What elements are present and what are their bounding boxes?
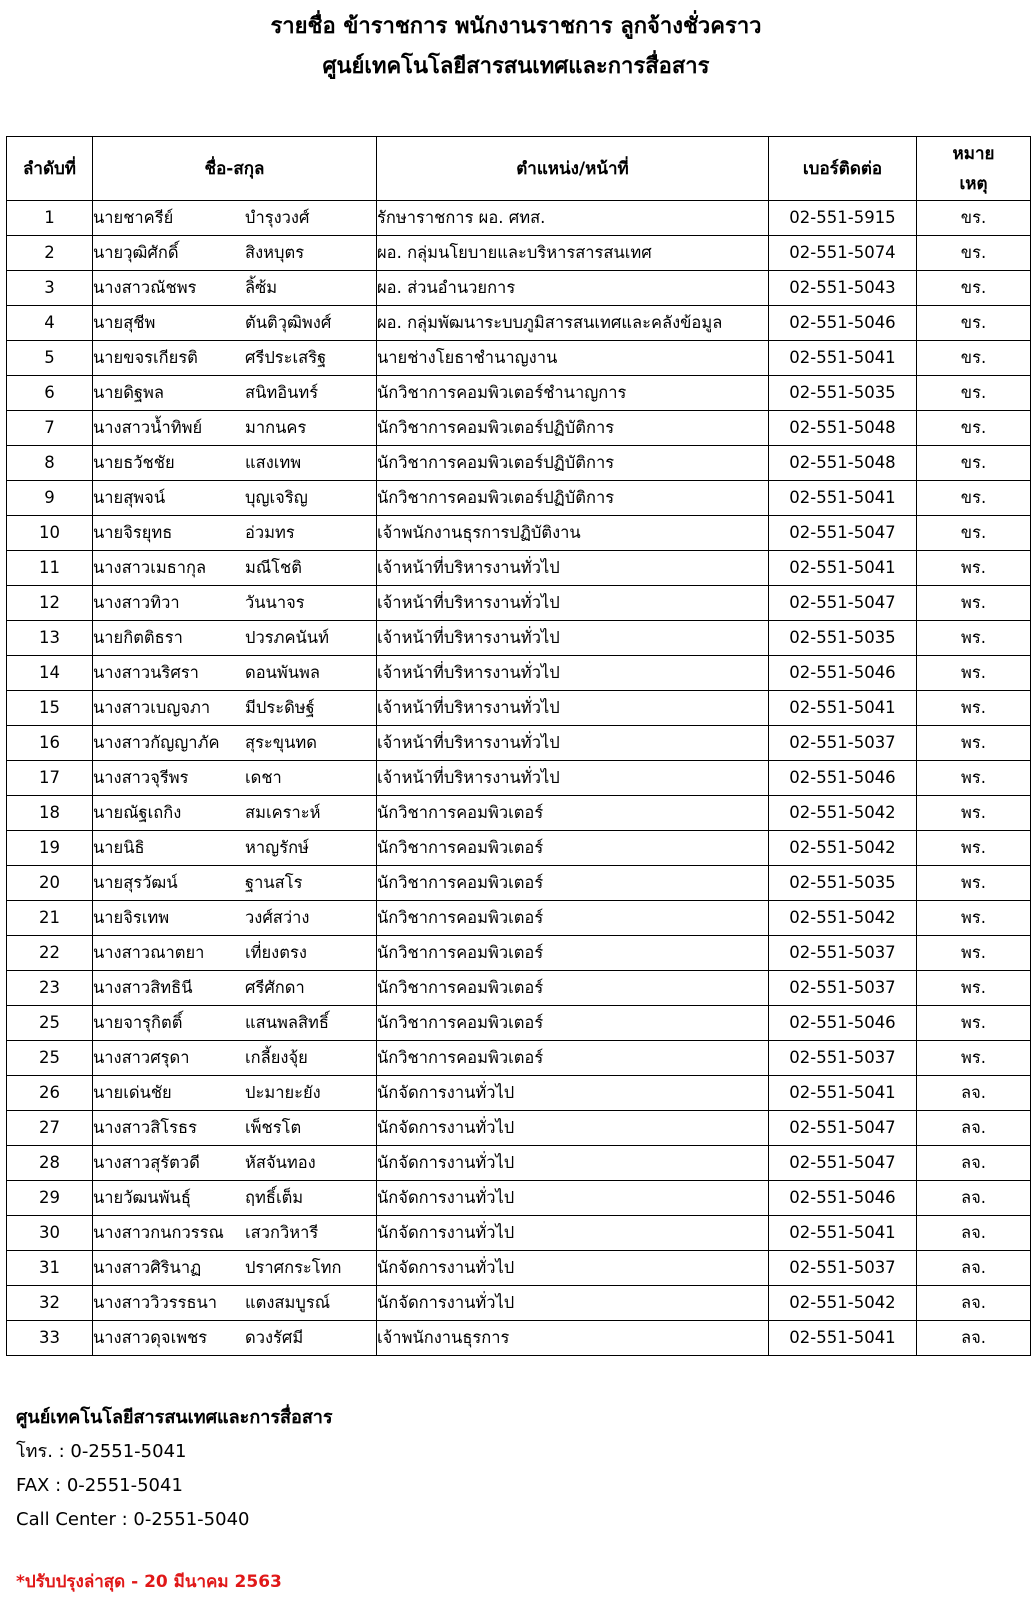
row-name: [93, 901, 377, 936]
row-phone: 02-551-5042: [769, 901, 917, 936]
table-row: [7, 1216, 1031, 1251]
row-name: [93, 1146, 377, 1181]
row-name: [93, 1321, 377, 1356]
row-number: 23: [7, 971, 93, 1006]
table-row: [7, 866, 1031, 901]
row-phone: 02-551-5037: [769, 726, 917, 761]
row-name: [93, 411, 377, 446]
table-row: [7, 726, 1031, 761]
last-name: ปะมายะยัง: [245, 1083, 321, 1102]
last-name: วันนาจร: [245, 593, 305, 612]
first-name: นายกิตติธรา: [93, 628, 183, 647]
row-name: [93, 1286, 377, 1321]
row-position: นักวิชาการคอมพิวเตอร์: [377, 1006, 769, 1041]
last-name: ฐานสโร: [245, 873, 303, 892]
first-name: นางสาวสิโรธร: [93, 1118, 197, 1137]
row-name: [93, 1076, 377, 1111]
table-row: [7, 306, 1031, 341]
table-row: [7, 1251, 1031, 1286]
table-body: [7, 201, 1031, 1356]
row-type: ขร.: [917, 446, 1031, 481]
row-number: 25: [7, 1041, 93, 1076]
row-phone: 02-551-5048: [769, 411, 917, 446]
first-name: นางสาวนริศรา: [93, 663, 199, 682]
row-type: พร.: [917, 831, 1031, 866]
table-row: [7, 411, 1031, 446]
row-name: [93, 481, 377, 516]
row-type: พร.: [917, 656, 1031, 691]
first-name: นายธวัชชัย: [93, 453, 175, 472]
last-name: มณีโชติ: [245, 558, 302, 577]
row-name: [93, 831, 377, 866]
last-name: ปราศกระโทก: [245, 1258, 342, 1277]
row-position: นักจัดการงานทั่วไป: [377, 1286, 769, 1321]
row-name: [93, 936, 377, 971]
row-type: ขร.: [917, 411, 1031, 446]
row-number: 31: [7, 1251, 93, 1286]
first-name: นายขจรเกียรติ: [93, 348, 198, 367]
table-row: [7, 1146, 1031, 1181]
first-name: นางสาวณัชพร: [93, 278, 197, 297]
last-name: ศรีศักดา: [245, 978, 305, 997]
first-name: นางสาวกนกวรรณ: [93, 1223, 224, 1242]
row-name: [93, 516, 377, 551]
row-name: [93, 236, 377, 271]
row-name: [93, 691, 377, 726]
row-phone: 02-551-5042: [769, 796, 917, 831]
row-type: พร.: [917, 691, 1031, 726]
row-type: ขร.: [917, 376, 1031, 411]
first-name: นางสาวทิวา: [93, 593, 180, 612]
last-name: สมเคราะห์: [245, 803, 321, 822]
last-name: อ่วมทร: [245, 523, 295, 542]
first-name: นางสาวสุรัตวดี: [93, 1153, 200, 1172]
table-row: [7, 901, 1031, 936]
table-row: [7, 936, 1031, 971]
first-name: นางสาววิวรรธนา: [93, 1293, 218, 1312]
last-name: เดชา: [245, 768, 282, 787]
row-phone: 02-551-5037: [769, 936, 917, 971]
row-position: นักจัดการงานทั่วไป: [377, 1181, 769, 1216]
row-phone: 02-551-5042: [769, 831, 917, 866]
row-number: 4: [7, 306, 93, 341]
row-type: พร.: [917, 971, 1031, 1006]
table-row: [7, 971, 1031, 1006]
row-name: [93, 551, 377, 586]
last-name: ดอนพันพล: [245, 663, 321, 682]
row-phone: 02-551-5035: [769, 376, 917, 411]
last-name: ดวงรัศมี: [245, 1328, 304, 1347]
last-name: ตันติวุฒิพงศ์: [245, 313, 332, 332]
row-type: ขร.: [917, 271, 1031, 306]
row-number: 2: [7, 236, 93, 271]
row-position: นักวิชาการคอมพิวเตอร์: [377, 971, 769, 1006]
row-number: 25: [7, 1006, 93, 1041]
last-name: เพ็ชรโต: [245, 1118, 302, 1137]
last-name: เสวกวิหารี: [245, 1223, 319, 1242]
last-name: แสนพลสิทธิ์: [245, 1013, 329, 1032]
row-name: [93, 796, 377, 831]
row-position: นักวิชาการคอมพิวเตอร์ปฏิบัติการ: [377, 411, 769, 446]
last-name: ฤทธิ์เต็ม: [245, 1188, 304, 1207]
row-type: พร.: [917, 726, 1031, 761]
row-phone: 02-551-5035: [769, 866, 917, 901]
row-name: [93, 621, 377, 656]
header-phone: เบอร์ติดต่อ: [769, 137, 917, 201]
table-row: [7, 1076, 1031, 1111]
table-row: [7, 831, 1031, 866]
row-type: พร.: [917, 551, 1031, 586]
row-position: นักจัดการงานทั่วไป: [377, 1251, 769, 1286]
table-row: [7, 201, 1031, 236]
row-phone: 02-551-5041: [769, 481, 917, 516]
row-number: 21: [7, 901, 93, 936]
row-phone: 02-551-5043: [769, 271, 917, 306]
row-name: [93, 971, 377, 1006]
row-phone: 02-551-5041: [769, 1216, 917, 1251]
table-header-row: [7, 137, 1031, 201]
last-name: แสงเทพ: [245, 453, 302, 472]
row-phone: 02-551-5041: [769, 1076, 917, 1111]
row-number: 33: [7, 1321, 93, 1356]
row-type: ลจ.: [917, 1321, 1031, 1356]
table-row: [7, 1006, 1031, 1041]
last-name: สิงหบุตร: [245, 243, 305, 262]
row-phone: 02-551-5047: [769, 516, 917, 551]
first-name: นางสาวณาตยา: [93, 943, 205, 962]
last-name: เที่ยงตรง: [245, 943, 307, 962]
row-phone: 02-551-5048: [769, 446, 917, 481]
last-name: สนิทอินทร์: [245, 383, 319, 402]
row-name: [93, 1251, 377, 1286]
last-name: ศรีประเสริฐ: [245, 348, 327, 367]
row-position: นายช่างโยธาชำนาญงาน: [377, 341, 769, 376]
header-note: หมาย เหตุ: [917, 137, 1031, 201]
last-name: สุระขุนทด: [245, 733, 317, 752]
row-number: 28: [7, 1146, 93, 1181]
row-type: พร.: [917, 1006, 1031, 1041]
first-name: นายดิฐพล: [93, 383, 165, 402]
row-position: นักวิชาการคอมพิวเตอร์: [377, 831, 769, 866]
row-position: เจ้าหน้าที่บริหารงานทั่วไป: [377, 551, 769, 586]
row-position: เจ้าหน้าที่บริหารงานทั่วไป: [377, 726, 769, 761]
row-type: ลจ.: [917, 1146, 1031, 1181]
row-number: 32: [7, 1286, 93, 1321]
first-name: นายเด่นชัย: [93, 1083, 172, 1102]
last-name: เกลี้ยงจุ้ย: [245, 1048, 308, 1067]
row-position: นักจัดการงานทั่วไป: [377, 1076, 769, 1111]
footer-tel: โทร. : 0-2551-5041: [16, 1441, 187, 1462]
row-phone: 02-551-5035: [769, 621, 917, 656]
row-phone: 02-551-5915: [769, 201, 917, 236]
row-phone: 02-551-5047: [769, 1111, 917, 1146]
row-number: 16: [7, 726, 93, 761]
row-position: เจ้าหน้าที่บริหารงานทั่วไป: [377, 621, 769, 656]
row-name: [93, 726, 377, 761]
row-phone: 02-551-5047: [769, 1146, 917, 1181]
row-position: ผอ. กลุ่มพัฒนาระบบภูมิสารสนเทศและคลังข้อมูล: [377, 306, 769, 341]
row-number: 22: [7, 936, 93, 971]
row-position: นักวิชาการคอมพิวเตอร์: [377, 796, 769, 831]
row-type: ขร.: [917, 306, 1031, 341]
row-position: นักวิชาการคอมพิวเตอร์ชำนาญการ: [377, 376, 769, 411]
row-number: 5: [7, 341, 93, 376]
table-row: [7, 516, 1031, 551]
row-type: ลจ.: [917, 1216, 1031, 1251]
row-phone: 02-551-5074: [769, 236, 917, 271]
row-position: เจ้าพนักงานธุรการ: [377, 1321, 769, 1356]
row-position: นักวิชาการคอมพิวเตอร์: [377, 936, 769, 971]
first-name: นายณัฐเถกิง: [93, 803, 182, 822]
first-name: นายสุรวัฒน์: [93, 873, 178, 892]
row-type: ขร.: [917, 341, 1031, 376]
table-row: [7, 341, 1031, 376]
row-type: ขร.: [917, 481, 1031, 516]
row-name: [93, 761, 377, 796]
row-name: [93, 201, 377, 236]
row-name: [93, 341, 377, 376]
row-phone: 02-551-5041: [769, 1321, 917, 1356]
row-position: นักจัดการงานทั่วไป: [377, 1146, 769, 1181]
row-number: 1: [7, 201, 93, 236]
row-phone: 02-551-5041: [769, 341, 917, 376]
row-type: ลจ.: [917, 1181, 1031, 1216]
row-number: 3: [7, 271, 93, 306]
table-row: [7, 376, 1031, 411]
row-number: 20: [7, 866, 93, 901]
row-type: พร.: [917, 866, 1031, 901]
row-phone: 02-551-5041: [769, 691, 917, 726]
row-type: พร.: [917, 761, 1031, 796]
row-phone: 02-551-5042: [769, 1286, 917, 1321]
row-number: 9: [7, 481, 93, 516]
row-type: ขร.: [917, 516, 1031, 551]
row-number: 8: [7, 446, 93, 481]
row-position: นักจัดการงานทั่วไป: [377, 1111, 769, 1146]
row-name: [93, 446, 377, 481]
last-name: หัสจันทอง: [245, 1153, 316, 1172]
row-number: 27: [7, 1111, 93, 1146]
row-number: 6: [7, 376, 93, 411]
table-row: [7, 271, 1031, 306]
row-position: นักวิชาการคอมพิวเตอร์: [377, 901, 769, 936]
row-phone: 02-551-5037: [769, 1251, 917, 1286]
row-position: นักวิชาการคอมพิวเตอร์ปฏิบัติการ: [377, 481, 769, 516]
row-number: 17: [7, 761, 93, 796]
first-name: นายจิรยุทธ: [93, 523, 173, 542]
table-row: [7, 621, 1031, 656]
table-row: [7, 1181, 1031, 1216]
first-name: นายวัฒนพันธุ์: [93, 1188, 191, 1207]
row-phone: 02-551-5037: [769, 971, 917, 1006]
row-type: ลจ.: [917, 1076, 1031, 1111]
table-row: [7, 481, 1031, 516]
row-position: ผอ. กลุ่มนโยบายและบริหารสารสนเทศ: [377, 236, 769, 271]
row-type: ขร.: [917, 236, 1031, 271]
row-number: 12: [7, 586, 93, 621]
footer-org: ศูนย์เทคโนโลยีสารสนเทศและการสื่อสาร: [16, 1407, 333, 1428]
row-position: นักวิชาการคอมพิวเตอร์: [377, 866, 769, 901]
row-position: นักวิชาการคอมพิวเตอร์: [377, 1041, 769, 1076]
first-name: นายวุฒิศักดิ์: [93, 243, 179, 262]
row-name: [93, 1111, 377, 1146]
last-name: ลิ้ซ้ม: [245, 278, 278, 297]
first-name: นางสาวจุรีพร: [93, 768, 189, 787]
row-position: เจ้าหน้าที่บริหารงานทั่วไป: [377, 691, 769, 726]
row-type: พร.: [917, 586, 1031, 621]
row-number: 10: [7, 516, 93, 551]
first-name: นายสุพจน์: [93, 488, 166, 507]
first-name: นายสุชีพ: [93, 313, 156, 332]
row-name: [93, 1216, 377, 1251]
row-type: พร.: [917, 621, 1031, 656]
row-phone: 02-551-5046: [769, 761, 917, 796]
first-name: นางสาวดุจเพชร: [93, 1328, 208, 1347]
table-row: [7, 761, 1031, 796]
row-number: 14: [7, 656, 93, 691]
row-type: พร.: [917, 901, 1031, 936]
first-name: นายจารุกิตติ์: [93, 1013, 183, 1032]
row-name: [93, 586, 377, 621]
row-number: 15: [7, 691, 93, 726]
row-phone: 02-551-5046: [769, 1006, 917, 1041]
row-number: 11: [7, 551, 93, 586]
last-name: แตงสมบูรณ์: [245, 1293, 330, 1312]
page-title: รายชื่อ ข้าราชการ พนักงานราชการ ลูกจ้างชั่วคราว: [270, 14, 762, 39]
last-name: ปวรภคนันท์: [245, 628, 329, 647]
row-type: ขร.: [917, 201, 1031, 236]
header-no: ลำดับที่: [7, 137, 93, 201]
first-name: นางสาวเบญจภา: [93, 698, 211, 717]
row-type: ลจ.: [917, 1251, 1031, 1286]
staff-table: [6, 136, 1031, 1356]
last-name: วงศ์สว่าง: [245, 908, 310, 927]
footer-fax: FAX : 0-2551-5041: [16, 1475, 183, 1496]
table-row: [7, 1321, 1031, 1356]
row-name: [93, 271, 377, 306]
row-position: เจ้าหน้าที่บริหารงานทั่วไป: [377, 586, 769, 621]
header-name: ชื่อ-สกุล: [93, 137, 377, 201]
table-row: [7, 236, 1031, 271]
table-row: [7, 1286, 1031, 1321]
row-type: พร.: [917, 1041, 1031, 1076]
row-type: พร.: [917, 796, 1031, 831]
table-row: [7, 656, 1031, 691]
first-name: นางสาวศิรินาฏ: [93, 1258, 202, 1277]
row-number: 13: [7, 621, 93, 656]
footer-call-center: Call Center : 0-2551-5040: [16, 1509, 250, 1530]
table-row: [7, 796, 1031, 831]
row-position: นักจัดการงานทั่วไป: [377, 1216, 769, 1251]
row-type: ลจ.: [917, 1286, 1031, 1321]
row-name: [93, 1041, 377, 1076]
last-name: บำรุงวงศ์: [245, 208, 310, 227]
first-name: นางสาวศรุดา: [93, 1048, 190, 1067]
row-number: 29: [7, 1181, 93, 1216]
row-phone: 02-551-5037: [769, 1041, 917, 1076]
first-name: นางสาวกัญญาภัค: [93, 733, 220, 752]
table-row: [7, 691, 1031, 726]
row-number: 30: [7, 1216, 93, 1251]
last-name: บุญเจริญ: [245, 488, 308, 507]
row-phone: 02-551-5047: [769, 586, 917, 621]
row-phone: 02-551-5041: [769, 551, 917, 586]
last-name: หาญรักษ์: [245, 838, 309, 857]
row-number: 19: [7, 831, 93, 866]
row-position: เจ้าหน้าที่บริหารงานทั่วไป: [377, 761, 769, 796]
row-name: [93, 656, 377, 691]
first-name: นางสาวน้ำทิพย์: [93, 418, 203, 437]
row-number: 26: [7, 1076, 93, 1111]
row-phone: 02-551-5046: [769, 306, 917, 341]
row-phone: 02-551-5046: [769, 1181, 917, 1216]
row-name: [93, 866, 377, 901]
table-row: [7, 446, 1031, 481]
footer-update-note: *ปรับปรุงล่าสุด - 20 มีนาคม 2563: [16, 1572, 282, 1592]
row-position: เจ้าพนักงานธุรการปฏิบัติงาน: [377, 516, 769, 551]
row-number: 7: [7, 411, 93, 446]
header-position: ตำแหน่ง/หน้าที่: [377, 137, 769, 201]
row-type: ลจ.: [917, 1111, 1031, 1146]
first-name: นางสาวเมธากุล: [93, 558, 207, 577]
row-position: นักวิชาการคอมพิวเตอร์ปฏิบัติการ: [377, 446, 769, 481]
table-row: [7, 1111, 1031, 1146]
table-row: [7, 1041, 1031, 1076]
table-row: [7, 586, 1031, 621]
table-row: [7, 551, 1031, 586]
last-name: มากนคร: [245, 418, 307, 437]
row-phone: 02-551-5046: [769, 656, 917, 691]
last-name: มีประดิษฐ์: [245, 698, 315, 717]
row-position: รักษาราชการ ผอ. ศทส.: [377, 201, 769, 236]
row-position: ผอ. ส่วนอำนวยการ: [377, 271, 769, 306]
page-subtitle: ศูนย์เทคโนโลยีสารสนเทศและการสื่อสาร: [322, 54, 710, 79]
row-number: 18: [7, 796, 93, 831]
first-name: นางสาวสิทธินี: [93, 978, 193, 997]
first-name: นายจิรเทพ: [93, 908, 170, 927]
row-name: [93, 376, 377, 411]
row-name: [93, 1006, 377, 1041]
first-name: นายนิธิ: [93, 838, 145, 857]
row-name: [93, 306, 377, 341]
first-name: นายชาครีย์: [93, 208, 174, 227]
row-name: [93, 1181, 377, 1216]
row-type: พร.: [917, 936, 1031, 971]
row-position: เจ้าหน้าที่บริหารงานทั่วไป: [377, 656, 769, 691]
